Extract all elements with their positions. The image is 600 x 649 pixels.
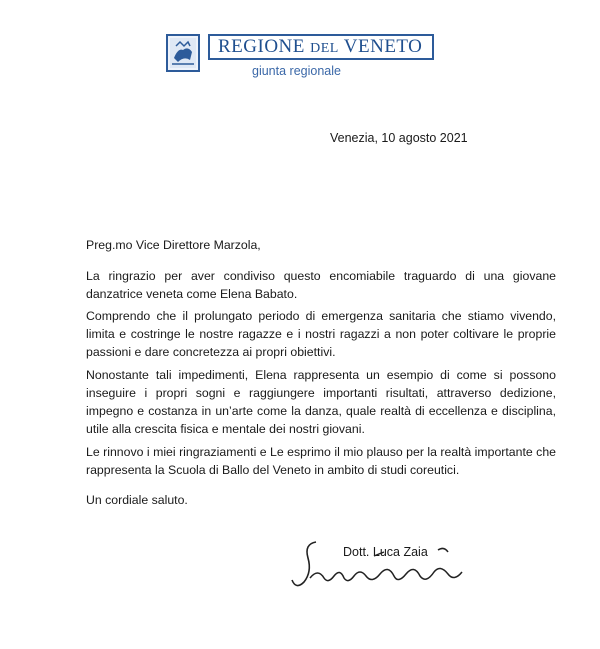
paragraph-1-text: La ringrazio per aver condiviso questo encomiabile traguardo di una giovane danzatrice veneta come Elena Babato. — [86, 269, 556, 301]
region-seal-icon — [166, 34, 200, 72]
paragraph-4: Le rinnovo i miei ringraziamenti e Le esprimo il mio plauso per la realtà importante che rappresenta la Scuola di Ballo del Veneto in ambito di studi coreutici. — [86, 445, 556, 477]
brand-title: REGIONE DEL VENETO — [218, 36, 423, 57]
brand-box — [208, 34, 434, 60]
paragraph-1 — [86, 267, 556, 303]
letterhead — [166, 34, 434, 78]
paragraph-3: Nonostante tali impedimenti, Elena rappresenta un esempio di come si possono inseguire i propri sogni e raggiungere importanti risultati, attraverso dedizione, impegno e costanza in un’arte come la danza, quale realtà di eccellenza e disciplina, utile alla crescita fisica e mentale dei nostri giovani. — [86, 368, 556, 436]
handwritten-signature — [288, 528, 478, 603]
salutation: Preg.mo Vice Direttore Marzola, — [86, 238, 261, 252]
letter-date: Venezia, 10 agosto 2021 — [330, 131, 468, 145]
paragraph-2: Comprendo che il prolungato periodo di emergenza sanitaria che stiamo vivendo, limita e costringe le nostre ragazze e i nostri ragazzi a non poter coltivare le proprie passioni e dare concretezza ai propri obiettivi. — [86, 309, 556, 359]
signer-name: Dott. Luca Zaia — [343, 545, 428, 559]
closing: Un cordiale saluto. — [86, 493, 188, 507]
brand-subtitle: giunta regionale — [252, 64, 341, 78]
